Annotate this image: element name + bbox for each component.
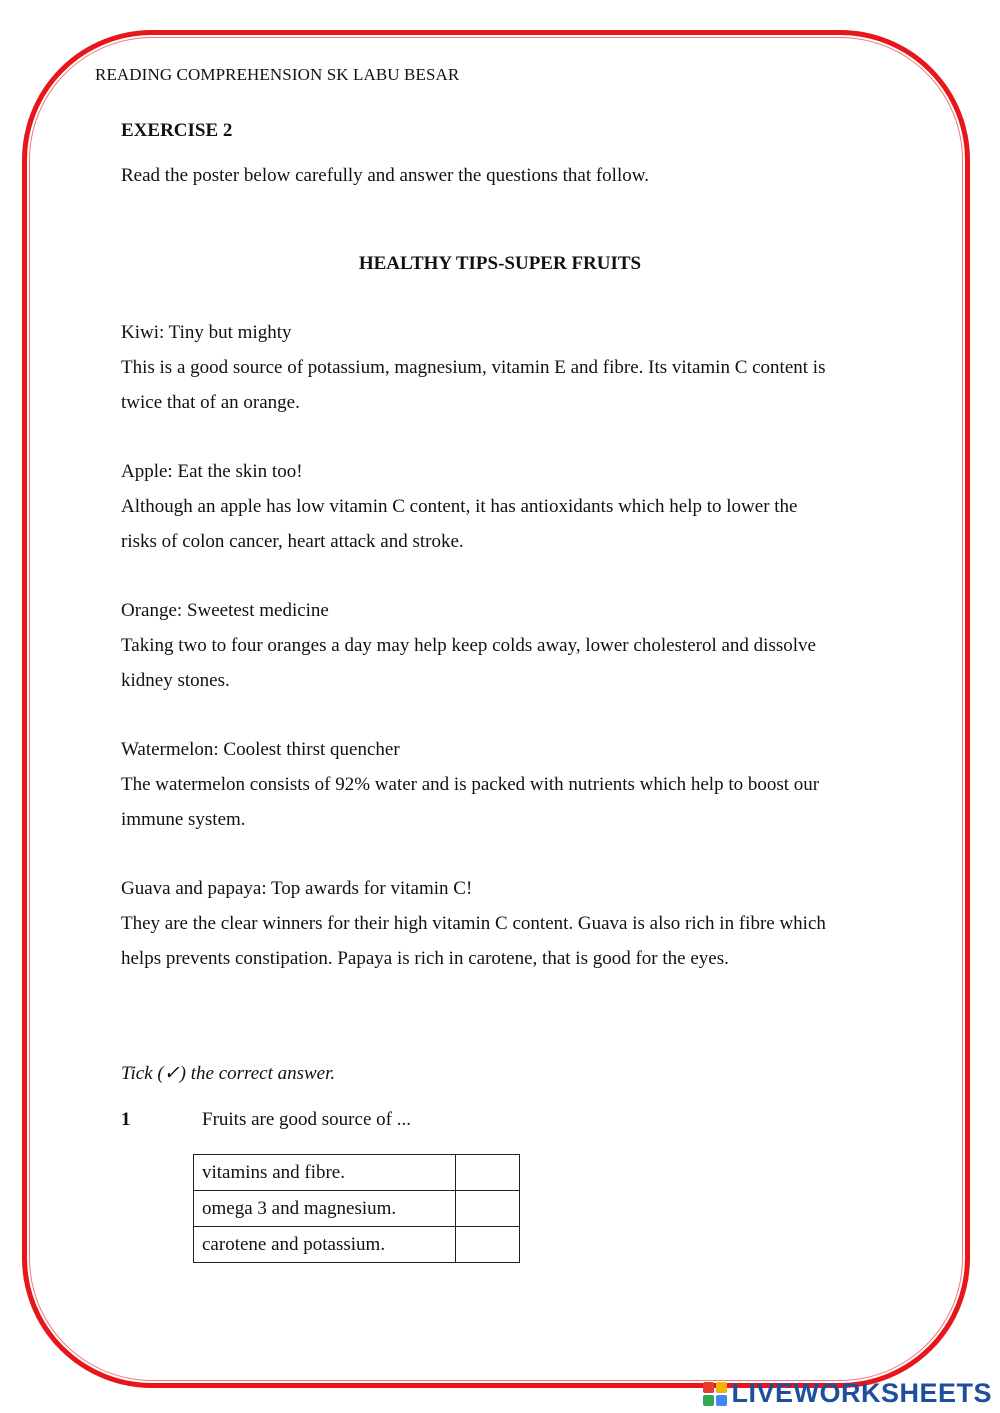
answer-row bbox=[194, 1227, 520, 1263]
fruit-section-guava-papaya bbox=[121, 871, 881, 976]
exercise-instruction: Read the poster below carefully and answer the questions that follow. bbox=[121, 165, 649, 186]
fruit-section-kiwi bbox=[121, 315, 881, 420]
question-text: Fruits are good source of ... bbox=[202, 1109, 411, 1130]
section-text-line: They are the clear winners for their high vitamin C content. Guava is also rich in fibre which bbox=[121, 913, 826, 934]
section-heading: Orange: Sweetest medicine bbox=[121, 600, 329, 621]
section-heading: Apple: Eat the skin too! bbox=[121, 461, 303, 482]
answer-option-text: vitamins and fibre. bbox=[194, 1155, 456, 1191]
liveworksheets-logo-icon bbox=[703, 1382, 727, 1406]
section-text-line: Although an apple has low vitamin C content, it has antioxidants which help to lower the bbox=[121, 496, 798, 517]
answer-option-text: carotene and potassium. bbox=[194, 1227, 456, 1263]
section-text-line: helps prevents constipation. Papaya is rich in carotene, that is good for the eyes. bbox=[121, 948, 729, 969]
answer-tick-box[interactable] bbox=[456, 1227, 520, 1263]
fruit-section-watermelon bbox=[121, 732, 881, 837]
answer-table bbox=[193, 1154, 520, 1263]
section-heading: Guava and papaya: Top awards for vitamin C! bbox=[121, 878, 473, 899]
exercise-title: EXERCISE 2 bbox=[121, 120, 233, 141]
section-text-line: risks of colon cancer, heart attack and stroke. bbox=[121, 531, 464, 552]
poster-title: HEALTHY TIPS-SUPER FRUITS bbox=[358, 253, 642, 274]
section-text-line: This is a good source of potassium, magnesium, vitamin E and fibre. Its vitamin C content is bbox=[121, 357, 826, 378]
answer-option-text: omega 3 and magnesium. bbox=[194, 1191, 456, 1227]
answer-tick-box[interactable] bbox=[456, 1191, 520, 1227]
section-heading: Kiwi: Tiny but mighty bbox=[121, 322, 292, 343]
fruit-section-orange bbox=[121, 593, 881, 698]
brand-name: LIVEWORKSHEETS bbox=[731, 1378, 992, 1408]
answer-row bbox=[194, 1191, 520, 1227]
worksheet-header: READING COMPREHENSION SK LABU BESAR bbox=[95, 65, 460, 84]
answer-row bbox=[194, 1155, 520, 1191]
section-text-line: Taking two to four oranges a day may help keep colds away, lower cholesterol and dissolve bbox=[121, 635, 816, 656]
tick-instruction: Tick (✓) the correct answer. bbox=[121, 1063, 336, 1084]
section-text-line: immune system. bbox=[121, 809, 246, 830]
fruit-section-apple bbox=[121, 454, 881, 559]
section-text-line: The watermelon consists of 92% water and is packed with nutrients which help to boost our bbox=[121, 774, 820, 795]
question-number: 1 bbox=[121, 1109, 131, 1130]
liveworksheets-brand bbox=[703, 1378, 992, 1409]
section-text-line: twice that of an orange. bbox=[121, 392, 300, 413]
section-heading: Watermelon: Coolest thirst quencher bbox=[121, 739, 400, 760]
answer-tick-box[interactable] bbox=[456, 1155, 520, 1191]
section-text-line: kidney stones. bbox=[121, 670, 230, 691]
